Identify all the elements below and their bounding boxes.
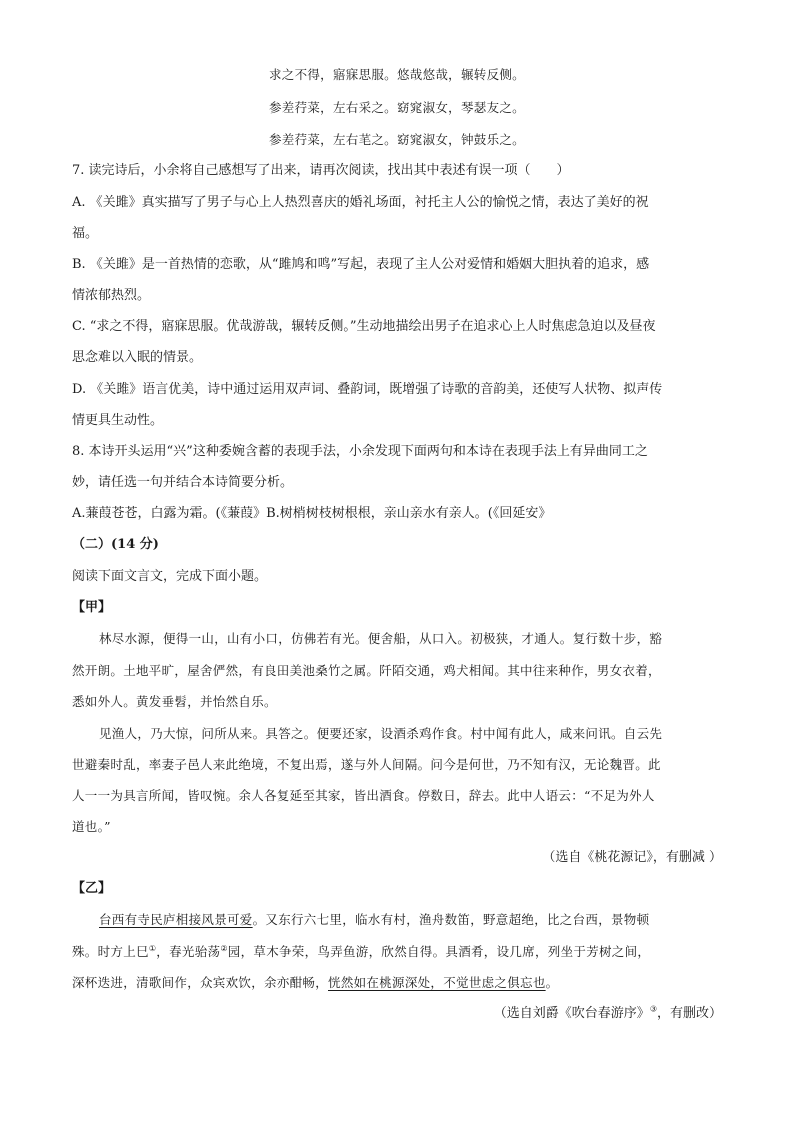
passage-yi-text: 园，草木争荣，鸟弄鱼游，欣然自得。具酒肴，设几席，列坐于芳树之间， (227, 944, 651, 959)
poem-line-3: 参差荇菜，左右芼之。窈窕淑女，钟鼓乐之。 (268, 132, 525, 147)
passage-yi-text: ，春光骀荡 (156, 944, 221, 959)
question-7-option-b-cont: 情浓郁热烈。 (72, 288, 151, 303)
passage-jia-line: 世避秦时乱，率妻子邑人来此绝境，不复出焉，遂与外人间隔。问今是何世，乃不知有汉，无论魏晋。此 (72, 757, 661, 772)
question-7-option-c: C. “求之不得，寤寐思服。优哉游哉，辗转反侧。”生动地描绘出男子在追求心上人时焦虑急迫以及昼夜 (72, 319, 656, 334)
underlined-sentence-1: 台西有寺民庐相接风景可爱 (99, 912, 253, 927)
source-text: ，有删改） (656, 1006, 722, 1021)
poem-line-1: 求之不得，寤寐思服。悠哉悠哉，辗转反侧。 (268, 67, 525, 82)
question-7-option-d-cont: 情更具生动性。 (72, 413, 164, 428)
passage-yi-label: 【乙】 (72, 881, 112, 896)
poem-line-2: 参差荇菜，左右采之。窈窕淑女，琴瑟友之。 (268, 100, 525, 115)
question-8-stem-cont: 妙，请任选一句并结合本诗简要分析。 (72, 475, 294, 490)
underlined-sentence-2: 恍然如在桃源深处，不觉世虑之俱忘也 (328, 975, 546, 990)
section-heading: （二）(14 分) (72, 537, 159, 552)
passage-jia-line: 悉如外人。黄发垂髫，并怡然自乐。 (72, 694, 277, 709)
passage-yi-text: 。 (545, 975, 559, 990)
passage-yi-line-2 (72, 943, 650, 961)
passage-jia-source: （选自《桃花源记》，有删减 ） (542, 850, 722, 865)
question-7-option-a: A. 《关雎》真实描写了男子与心上人热烈喜庆的婚礼场面，衬托主人公的愉悦之情，表达了美好的祝 (72, 195, 649, 210)
passage-yi-source (72, 1005, 722, 1023)
passage-jia-label: 【甲】 (72, 600, 112, 615)
passage-yi-line-3 (72, 974, 558, 992)
footnote-marker: ③ (649, 1004, 657, 1014)
section-instruction: 阅读下面文言文，完成下面小题。 (72, 569, 268, 584)
passage-yi-line-1 (99, 911, 649, 929)
passage-yi-text: 深杯迭进，清歌间作，众宾欢饮，余亦酣畅， (72, 975, 329, 990)
footnote-marker: ① (148, 943, 157, 953)
footnote-marker: ② (220, 943, 228, 953)
question-7-stem: 7. 读完诗后，小余将自己感想写了出来，请再次阅读，找出其中表述有误一项（ ） (72, 163, 570, 178)
question-7-option-b: B. 《关雎》是一首热情的恋歌，从“雎鸠和鸣”写起，表现了主人公对爱情和婚姻大胆执着的追求，感 (72, 257, 650, 272)
passage-jia-line: 道也。” (72, 819, 111, 834)
passage-yi-text: 。又东行六七里，临水有村，渔舟数笛，野意超绝，比之台西，景物顿 (252, 912, 650, 927)
passage-jia-line: 见渔人，乃大惊，问所从来。具答之。便要还家，设酒杀鸡作食。村中闻有此人，咸来问讯。自云先 (99, 726, 663, 741)
passage-jia-line: 人一一为具言所闻，皆叹惋。余人各复延至其家，皆出酒食。停数日，辞去。此中人语云：“不足为外人 (72, 788, 655, 803)
question-8-stem: 8. 本诗开头运用“兴”这种委婉含蓄的表现手法，小余发现下面两句和本诗在表现手法上有异曲同工之 (72, 444, 648, 459)
passage-jia-line: 然开朗。土地平旷，屋舍俨然，有良田美池桑竹之属。阡陌交通，鸡犬相闻。其中往来种作，男女衣着， (72, 663, 661, 678)
passage-yi-text: 殊。时方上巳 (72, 944, 149, 959)
passage-jia-line: 林尽水源，便得一山，山有小口，仿佛若有光。便舍船，从口入。初极狭，才通人。复行数十步，豁 (99, 631, 663, 646)
question-8-options: A.蒹葭苍苍，白露为霜。(《蒹葭》B.树梢树枝树根根，亲山亲水有亲人。(《回延安》 (72, 506, 552, 521)
question-7-option-d: D. 《关雎》语言优美，诗中通过运用双声词、叠韵词，既增强了诗歌的音韵美，还使写人状物、拟声传 (72, 382, 663, 397)
question-7-option-c-cont: 思念难以入眠的情景。 (72, 350, 203, 365)
question-7-option-a-cont: 福。 (72, 226, 99, 241)
source-text: （选自刘爵《吹台春游序》 (493, 1006, 650, 1021)
